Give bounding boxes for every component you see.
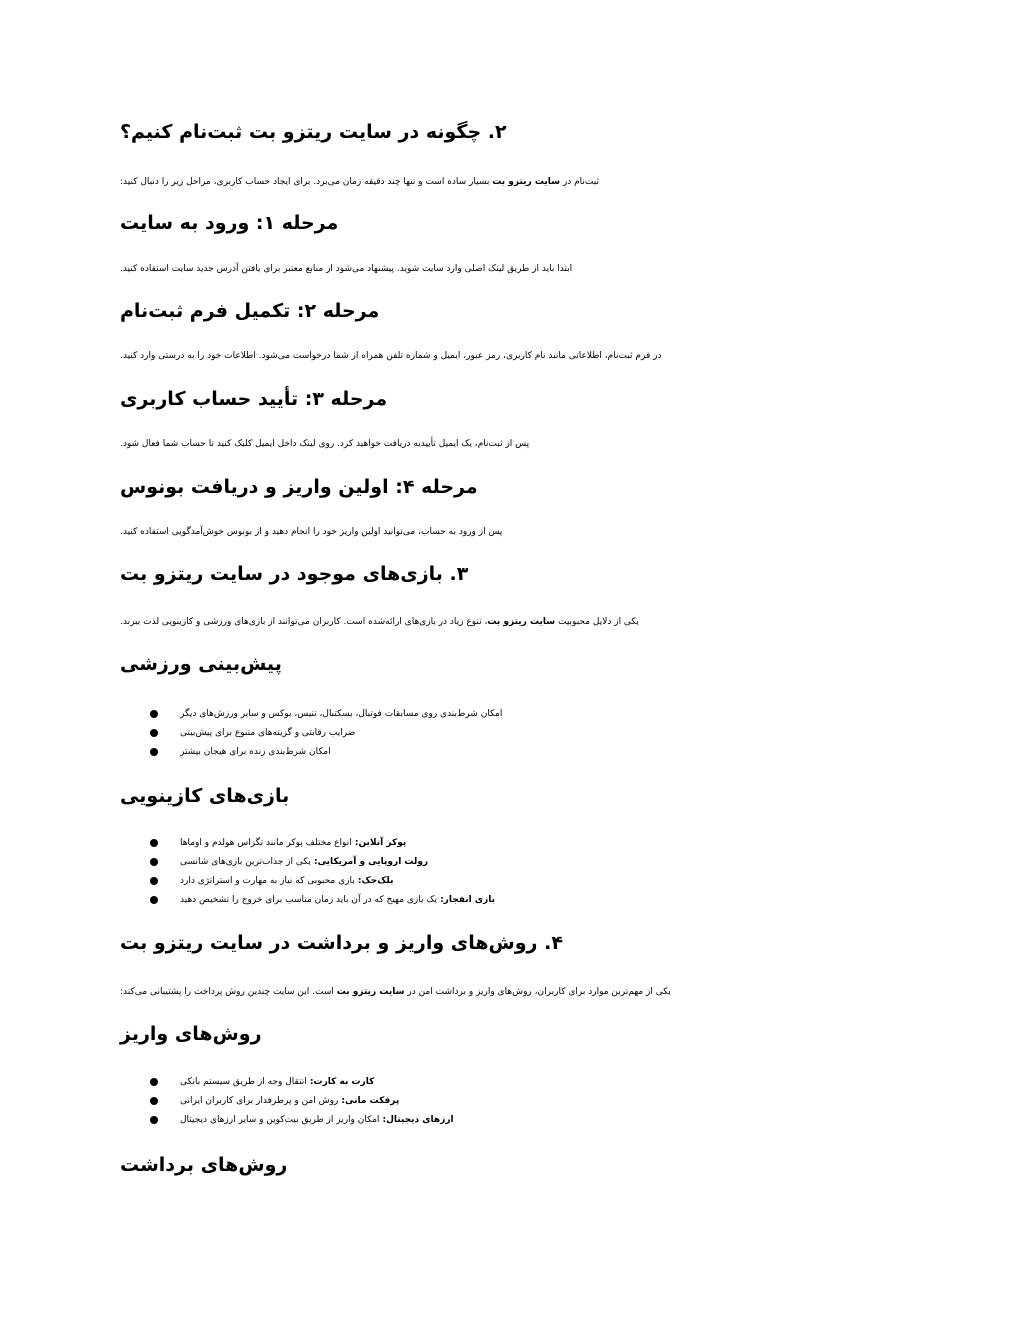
step-1-text: ابتدا باید از طریق لینک اصلی وارد سایت شوید. پیشنهاد می‌شود از منابع معتبر برای یافتن آدرس جدید سایت استفاده کنید. bbox=[120, 264, 573, 274]
section-3-intro bbox=[120, 616, 900, 628]
step-2-heading: مرحله ۲: تکمیل فرم ثبت‌نام bbox=[120, 300, 380, 322]
list-item-text: یکی از جذاب‌ترین بازی‌های شانسی bbox=[180, 857, 311, 867]
list-item-text: امکان شرط‌بندی زنده برای هیجان بیشتر bbox=[180, 747, 331, 757]
withdraw-heading: روش‌های برداشت bbox=[120, 1154, 288, 1176]
section-4-intro bbox=[120, 986, 900, 998]
list-item bbox=[150, 875, 393, 888]
bullet-icon bbox=[150, 748, 158, 756]
list-item-label: پوکر آنلاین: bbox=[351, 838, 407, 848]
intro-text: یکی از مهم‌ترین موارد برای کاربران، روش‌های واریز و برداشت امن در bbox=[404, 987, 671, 997]
list-item bbox=[150, 727, 355, 740]
list-item-text: امکان واریز از طریق بیت‌کوین و سایر ارزهای دیجیتال bbox=[180, 1115, 380, 1125]
bullet-icon bbox=[150, 1097, 158, 1105]
intro-text: ثبت‌نام در bbox=[560, 177, 599, 187]
brand-name: سایت ریتزو بت bbox=[336, 987, 405, 997]
intro-text: بسیار ساده است و تنها چند دقیقه زمان می‌برد. برای ایجاد حساب کاربری، مراحل زیر را دنبال کنید: bbox=[120, 177, 493, 187]
bullet-icon bbox=[150, 877, 158, 885]
list-item bbox=[150, 837, 406, 850]
step-2-text: در فرم ثبت‌نام، اطلاعاتی مانند نام کاربری، رمز عبور، ایمیل و شماره تلفن همراه از شما درخواست می‌شود. اطلاعات خود را به درستی وارد کنید. bbox=[120, 351, 662, 361]
deposit-heading: روش‌های واریز bbox=[120, 1023, 262, 1045]
brand-name: سایت ریتزو بت bbox=[487, 617, 556, 627]
list-item-label: بلک‌جک: bbox=[354, 876, 394, 886]
list-item-label: رولت اروپایی و آمریکایی: bbox=[310, 857, 429, 867]
list-item bbox=[150, 1095, 399, 1108]
bullet-icon bbox=[150, 710, 158, 718]
list-item-label: ارزهای دیجیتال: bbox=[379, 1115, 454, 1125]
intro-text: یکی از دلایل محبوبیت bbox=[555, 617, 639, 627]
section-4-heading: ۴. روش‌های واریز و برداشت در سایت ریتزو بت bbox=[120, 932, 563, 954]
sports-heading: پیش‌بینی ورزشی bbox=[120, 653, 282, 675]
brand-name: سایت ریتزو بت bbox=[492, 177, 561, 187]
list-item-text: ضرایب رقابتی و گزینه‌های متنوع برای پیش‌بینی bbox=[180, 728, 356, 738]
list-item-text: امکان شرط‌بندی روی مسابقات فوتبال، بسکتبال، تنیس، بوکس و سایر ورزش‌های دیگر bbox=[180, 709, 503, 719]
bullet-icon bbox=[150, 1078, 158, 1086]
step-1-heading: مرحله ۱: ورود به سایت bbox=[120, 212, 339, 234]
step-3-heading: مرحله ۳: تأیید حساب کاربری bbox=[120, 388, 388, 410]
list-item bbox=[150, 1114, 454, 1127]
intro-text: ، تنوع زیاد در بازی‌های ارائه‌شده است. کاربران می‌توانند از بازی‌های ورزشی و کازینویی لذت ببرند. bbox=[120, 617, 488, 627]
intro-text: است. این سایت چندین روش پرداخت را پشتیبانی می‌کند: bbox=[120, 987, 337, 997]
list-item-text: یک بازی مهیج که در آن باید زمان مناسب برای خروج را تشخیص دهید bbox=[180, 895, 437, 905]
section-3-heading: ۳. بازی‌های موجود در سایت ریتزو بت bbox=[120, 563, 469, 585]
list-item-text: بازی محبوبی که نیاز به مهارت و استراتژی دارد bbox=[180, 876, 355, 886]
list-item-text: انواع مختلف پوکر مانند تگزاس هولدم و اوماها bbox=[180, 838, 352, 848]
list-item-text: روش امن و پرطرفدار برای کاربران ایرانی bbox=[180, 1096, 339, 1106]
step-4-text: پس از ورود به حساب، می‌توانید اولین واریز خود را انجام دهید و از بونوس خوش‌آمدگویی استفاده کنید. bbox=[120, 527, 503, 537]
list-item bbox=[150, 746, 331, 759]
list-item bbox=[150, 708, 502, 721]
bullet-icon bbox=[150, 1116, 158, 1124]
step-3-text: پس از ثبت‌نام، یک ایمیل تأییدیه دریافت خواهید کرد. روی لینک داخل ایمیل کلیک کنید تا حساب شما فعال شود. bbox=[120, 439, 530, 449]
list-item-text: انتقال وجه از طریق سیستم بانکی bbox=[180, 1077, 307, 1087]
list-item-label: پرفکت مانی: bbox=[338, 1096, 400, 1106]
bullet-icon bbox=[150, 729, 158, 737]
section-2-heading: ۲. چگونه در سایت ریتزو بت ثبت‌نام کنیم؟ bbox=[120, 121, 507, 143]
bullet-icon bbox=[150, 858, 158, 866]
list-item-label: بازی انفجار: bbox=[436, 895, 495, 905]
step-4-heading: مرحله ۴: اولین واریز و دریافت بونوس bbox=[120, 476, 478, 498]
section-2-intro bbox=[120, 176, 900, 188]
list-item bbox=[150, 1076, 374, 1089]
list-item-label: کارت به کارت: bbox=[306, 1077, 375, 1087]
bullet-icon bbox=[150, 896, 158, 904]
list-item bbox=[150, 894, 495, 907]
list-item bbox=[150, 856, 428, 869]
bullet-icon bbox=[150, 839, 158, 847]
casino-heading: بازی‌های کازینویی bbox=[120, 785, 290, 807]
